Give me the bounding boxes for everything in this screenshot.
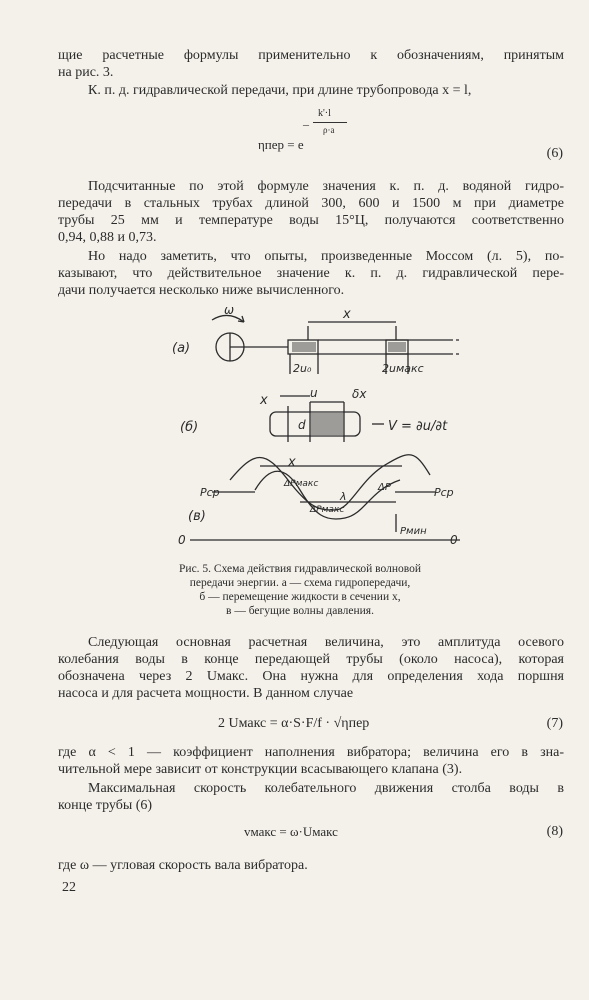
symbol-dpmax: ΔPмакс [284,479,319,489]
symbol-dpmax-2: ΔPмакс [310,505,345,515]
text-line: где ω — угловая скорость вала вибратора. [58,858,308,873]
text-line: колебания воды в конце передающей трубы (около насоса), которая [58,652,564,667]
eq8: vмакс = ω·Uмакс [244,824,338,839]
text-line: где α < 1 — коэффициент наполнения вибратора; величина его в зна- [58,745,564,760]
text-line: Максимальная скорость колебательного движения столба воды в [88,781,564,796]
figure-caption-line: б — перемещение жидкости в сечении x, [199,591,401,603]
symbol-pcp-left: Pср [200,486,220,499]
text-line: дачи получается несколько ниже вычисленного. [58,283,345,298]
text-line: казывают, что действительное значение к. п. д. гидравлической пере- [58,266,564,281]
figure-caption-line: в — бегущие волны давления. [226,605,374,617]
label-a: (а) [172,341,191,356]
label-v: (в) [188,509,206,524]
symbol-zero-left: 0 [178,533,186,547]
label-b: (б) [180,420,199,435]
symbol-dp: ΔP [378,482,391,493]
eq7: 2 Uмакс = α·S·F/f · √ηпер [218,716,370,731]
figure-caption-line: Рис. 5. Схема действия гидравлической волновой [179,563,421,575]
text-line: насоса и для расчета мощности. В данном случае [58,686,354,701]
symbol-u: u [310,386,318,400]
eq8-number: (8) [546,824,563,839]
text-line: обозначена через 2 Uмакс. Она нужна для определения хода поршня [58,669,564,684]
symbol-lambda: λ [340,490,347,503]
symbol-x-b: x [260,393,268,408]
symbol-pcp-right: Pср [434,486,454,499]
text-line: Подсчитанные по этой формуле значения к. п. д. водяной гидро- [88,179,564,194]
fraction-bar [313,122,347,123]
symbol-d: d [298,418,306,432]
symbol-dx: δx [352,387,367,401]
text-line: передачи в стальных трубах длиной 300, 600 и 1500 м при диаметре [58,196,564,211]
symbol-2u0: 2u₀ [293,362,312,375]
minus-sign: – [303,117,309,131]
eq6-number: (6) [546,146,563,161]
symbol-velocity: V = ∂u/∂t [388,419,448,434]
eq7-number: (7) [546,716,563,731]
symbol-x: x [343,307,351,322]
eq6-exponent-denominator: ρ·a [323,125,335,135]
symbol-zero-right: 0 [450,533,458,547]
text-line: на рис. 3. [58,65,114,80]
figure-5-diagram [160,300,480,562]
symbol-2umax: 2uмакс [382,362,424,375]
text-line: Следующая основная расчетная величина, это амплитуда осевого [88,635,564,650]
symbol-pmin: Pмин [400,526,427,537]
eq6-exponent-numerator: k'·l [318,108,331,119]
page-number: 22 [62,880,76,895]
text-line: трубы 25 мм и температуре воды 15°Ц, получаются соответственно [58,213,564,228]
text-line: 0,94, 0,88 и 0,73. [58,230,157,245]
eq6-lhs: ηпер = e [258,137,304,152]
text-line: конце трубы (6) [58,798,153,813]
symbol-x-v: x [288,455,296,470]
text-line: К. п. д. гидравлической передачи, при длине трубопровода x = l, [88,83,472,98]
figure-caption-line: передачи энергии. а — схема гидропередачи, [189,577,411,589]
text-line: чительной мере зависит от конструкции всасывающего клапана (3). [58,762,463,777]
text-line: щие расчетные формулы применительно к обозначениям, принятым [58,48,564,63]
symbol-omega: ω [224,303,235,317]
text-line: Но надо заметить, что опыты, произведенные Моссом (л. 5), по- [88,249,564,264]
